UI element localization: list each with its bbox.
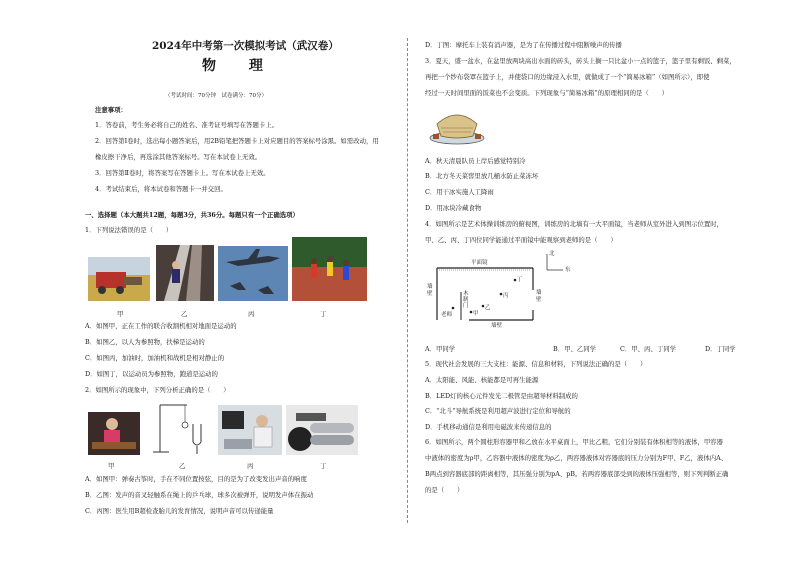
q3-line-2: 再把一个纱布袋罩在篮子上，并使袋口的边缘浸入水里，就做成了一个“简易冰箱”（如图所示），即使	[425, 73, 710, 81]
q4-option-b: B．甲、乙同学	[553, 345, 597, 353]
q2-caption-yi: 乙	[179, 462, 186, 470]
label-student-ding: 丁	[517, 277, 523, 283]
q1-photo-escalator	[156, 245, 214, 301]
q3-line-1: 3．夏天，盛一盆水，在盆里放两块高出水面的砖头，砖头上搁一只比盆小一点的篮子，篮子里有剩饭、剩菜，	[425, 57, 736, 65]
q1-photo-harvester	[88, 257, 150, 301]
q1-option-b: B．如图乙，以人为参照物，扶梯是运动的	[85, 338, 205, 346]
note-4: 4．考试结束后，将本试卷和答题卡一并交回。	[95, 185, 227, 193]
q3-option-b: B．北方冬天菜窖里放几桶水防止菜冻坏	[425, 172, 539, 180]
label-student-bing: 丙	[503, 293, 509, 299]
q4-line-1: 4．如图所示是艺术体操训练房的俯视图，训练房的北墙有一大平面镜，当老师从室外进入到图示位置时，	[425, 220, 724, 228]
label-student-yi: 乙	[485, 305, 491, 311]
q2-option-b: B．乙图：发声的音叉轻触系在绳上的乒乓球，球多次被弹开，说明发声体在振动	[85, 491, 314, 499]
notes-heading: 注意事项：	[95, 106, 127, 114]
q1-option-c: C．如图丙，加油时，加油机和战机是相对静止的	[85, 354, 225, 362]
q2-option-a: A．如图甲：弹奏古筝时，手在不同位置按弦，目的是为了改变发出声音的响度	[85, 475, 307, 483]
note-2: 2．回答第Ⅰ卷时，选出每小题答案后，用2B铅笔把答题卡上对应题目的答案标号涂黑。如需改动，用	[95, 137, 379, 145]
q2-figure-tuning-fork	[145, 402, 215, 455]
label-east: 东	[565, 267, 571, 273]
note-2-cont: 橡皮擦干净后，再选涂其他答案标号。写在本试卷上无效。	[95, 153, 262, 161]
q3-option-a: A．秋天清晨队员上岸后感觉特别冷	[425, 157, 526, 165]
q6-line-2: 中液体的密度为ρ甲，乙容器中液体的密度为ρ乙，两容器液体对容器底的压力分别为F甲、F乙，液体内A、	[425, 454, 728, 462]
label-wall-left: 墙壁	[427, 284, 433, 297]
q6-line-3: B两点到容器底部的距离相等，其压强分别为pA、pB。若两容器底部受到的液体压强相等，则下列判断正确	[425, 470, 729, 478]
q3-option-d: D．用冰块冷藏食物	[425, 204, 482, 212]
q1-caption-jia: 甲	[117, 310, 124, 318]
section-heading: 一、选择题（本大题共12题，每题3分，共36分。每题只有一个正确选项）	[85, 211, 299, 219]
q4-option-a: A．甲同学	[425, 345, 456, 353]
label-teacher: 老师	[441, 312, 453, 318]
label-student-jia: 甲	[473, 311, 479, 317]
q1-caption-bing: 丙	[248, 310, 255, 318]
q4-option-c: C．甲、丙、丁同学	[620, 345, 677, 353]
column-divider	[407, 38, 408, 523]
q2-option-d: D．丁图：摩托车上装有消声器，是为了在传播过程中阻断噪声的传播	[425, 41, 622, 49]
label-wall-right: 墙壁	[536, 290, 542, 303]
note-3: 3．回答第Ⅱ卷时，将答案写在答题卡上。写在本试卷上无效。	[95, 169, 270, 177]
q2-photo-muffler	[286, 405, 358, 455]
q6-line-4: 的是（ ）	[425, 486, 464, 494]
q5-option-b: B．LED灯的核心元件发光二极管是由超导材料制成的	[425, 392, 578, 400]
q1-caption-yi: 乙	[181, 310, 188, 318]
q2-stem: 2．如图所示的现象中，下列分析正确的是（ ）	[85, 386, 230, 394]
q5-stem: 5．现代社会发展的三大支柱：能源、信息和材料，下列说法正确的是（ ）	[425, 360, 647, 368]
q3-line-3: 经过一天时间里面的饭菜也不会变质。下列现象与“简易冰箱”的原理相同的是（ ）	[425, 89, 668, 97]
q1-photo-runners	[292, 237, 367, 301]
q2-photo-bultrasound	[218, 405, 282, 455]
q5-option-a: A．太阳能、风能、核能都是可再生能源	[425, 376, 539, 384]
q1-stem: 1．下列说法错误的是（ ）	[85, 226, 173, 234]
q2-option-c: C．丙图：医生用B超检查胎儿的发育情况，说明声音可以传递能量	[85, 507, 274, 515]
note-1: 1．答卷前，考生务必将自己的姓名、准考证号填写在答题卡上。	[95, 121, 279, 129]
q1-option-d: D．如图丁，以运动员为参照物，跑道是运动的	[85, 370, 218, 378]
q2-caption-ding: 丁	[320, 462, 327, 470]
q2-photo-guzheng	[88, 412, 140, 455]
q1-caption-ding: 丁	[320, 310, 327, 318]
subject-title: 物 理	[202, 58, 277, 74]
time-info: （考试时间：70分钟 试卷满分：70分）	[165, 93, 267, 99]
exam-title: 2024年中考第一次模拟考试（武汉卷）	[152, 40, 339, 52]
label-wall-bottom: 墙壁	[491, 323, 503, 329]
q4-line-2: 甲、乙、丙、丁四位同学能通过平面镜中能观察到老师的是（ ）	[425, 236, 617, 244]
q1-photo-refuel	[218, 246, 288, 301]
q4-option-d: D．丁同学	[705, 345, 736, 353]
q3-figure-simple-fridge	[427, 102, 487, 146]
label-north: 北	[549, 251, 555, 257]
q5-option-d: D．手机移动通信是利用电磁波来传递信息的	[425, 423, 552, 431]
q2-caption-bing: 丙	[247, 462, 254, 470]
q2-caption-jia: 甲	[108, 462, 115, 470]
q6-line-1: 6．如图所示，两个圆柱形容器甲和乙放在水平桌面上，甲比乙粗，它们分别装有体积相等的液体，甲容器	[425, 438, 724, 446]
label-mirror: 平面镜	[471, 260, 488, 266]
q5-option-c: C．“北斗”导航系统是利用超声波进行定位和导航的	[425, 407, 571, 415]
q1-option-a: A．如图甲，正在工作的联合收割机相对地面是运动的	[85, 322, 237, 330]
q4-room-diagram	[425, 250, 595, 340]
label-wood-door: 木制门	[463, 291, 469, 309]
q3-option-c: C．用干冰实施人工降雨	[425, 188, 494, 196]
